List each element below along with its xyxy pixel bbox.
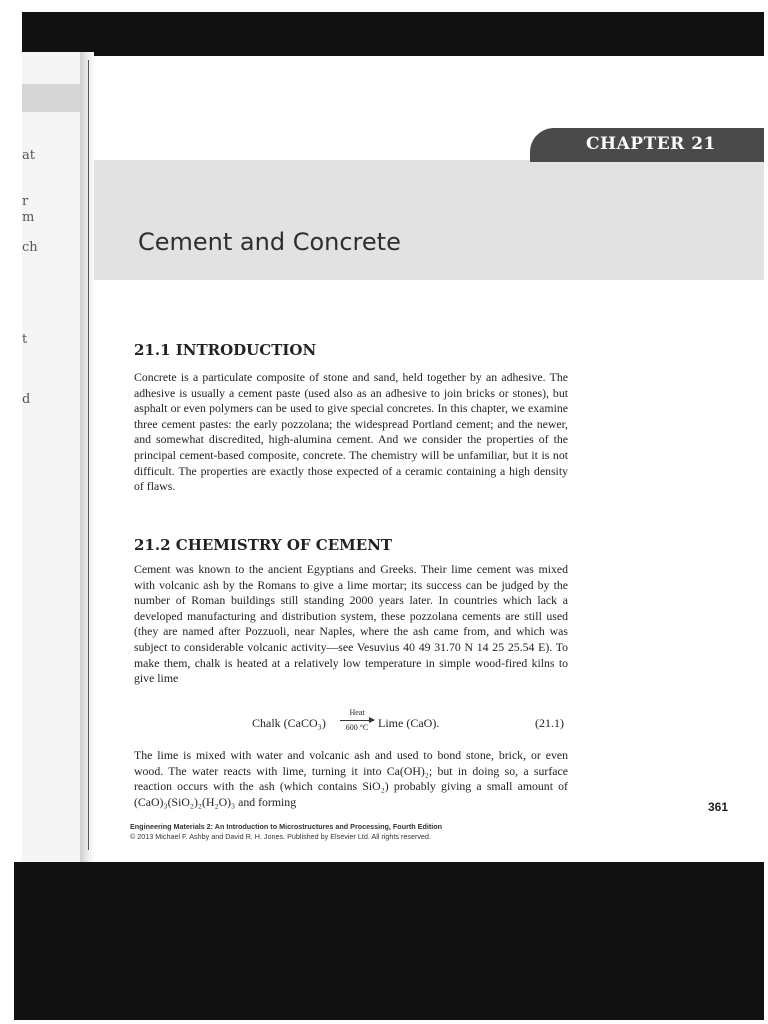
copyright-footer [130, 822, 442, 842]
chapter-header-band [94, 160, 764, 280]
chapter-label: CHAPTER 21 [586, 134, 716, 154]
page-number: 361 [708, 800, 729, 814]
facing-page-band [22, 84, 84, 112]
arrow-condition-bottom: 600 °C [345, 723, 369, 732]
gutter-line [88, 60, 89, 850]
chapter-tab [530, 128, 764, 162]
facing-page-fragment: ch [22, 240, 38, 255]
introduction-paragraph: Concrete is a particulate composite of stone and sand, held together by an adhesive. The adhesive is usually a cement paste (used also as an adhesive to join bricks or stones), but asphalt or even polymers can be used to give special concretes. In this chapter, we examine three cement pastes: the early pozzolana; the widespread Portland cement; and the newer, and somewhat discredited, high-alumina cement. And we consider the properties of the principal cement-based composite, concrete. The chemistry will be unfamiliar, but it is not difficult. The properties are exactly those expected of a ceramic containing a high density of flaws. [134, 370, 568, 494]
equation-number: (21.1) [535, 716, 564, 730]
equation-21-1 [134, 708, 568, 740]
facing-page-fragment: t [22, 332, 28, 347]
facing-page-fragment: at [22, 148, 35, 163]
section-heading-introduction: 21.1 INTRODUCTION [134, 341, 317, 359]
scan-border-top [22, 12, 764, 56]
equation-reactant: Chalk (CaCO₃) [252, 716, 326, 730]
facing-page-fragment: d [22, 392, 31, 407]
footer-book-title: Engineering Materials 2: An Introduction to Microstructures and Processing, Fourth Edition [130, 822, 443, 831]
footer-copyright: © 2013 Michael F. Ashby and David R. H. Jones. Published by Elsevier Ltd. All rights reserved. [130, 832, 431, 841]
facing-page-fragment: r [22, 194, 29, 209]
arrow-condition-top: Heat [349, 708, 365, 717]
book-gutter [80, 52, 94, 864]
equation-product: Lime (CaO). [378, 716, 440, 730]
equation-arrow [340, 708, 374, 733]
scan-border-bottom [14, 862, 764, 1020]
facing-page [22, 52, 84, 864]
chapter-title: Cement and Concrete [138, 228, 401, 256]
section-heading-chemistry: 21.2 CHEMISTRY OF CEMENT [134, 536, 393, 554]
chemistry-paragraph: Cement was known to the ancient Egyptians and Greeks. Their lime cement was mixed with volcanic ash by the Romans to give a lime mortar; its success can be judged by the number of Roman buildings still standing 2000 years later. In countries which lack a developed manufacturing and distribution system, these pozzolana cements are still used (they are named after Pozzuoli, near Naples, where the ash came from, and which was subject to considerable volcanic activity—see Vesuvius 40 49 31.70 N 14 25 25.54 E). To make them, chalk is heated at a relatively low temperature in simple wood-fired kilns to give lime [134, 562, 568, 686]
facing-page-fragment: m [22, 210, 35, 225]
arrow-icon [340, 720, 374, 721]
continuation-paragraph: The lime is mixed with water and volcanic ash and used to bond stone, brick, or even wood. The water reacts with lime, turning it into Ca(OH)₂; but in doing so, a surface reaction occurs with the ash (which contains SiO₂) probably giving a small amount of (CaO)₃(SiO₂)₂(H₂O)₃ and forming [134, 748, 568, 809]
